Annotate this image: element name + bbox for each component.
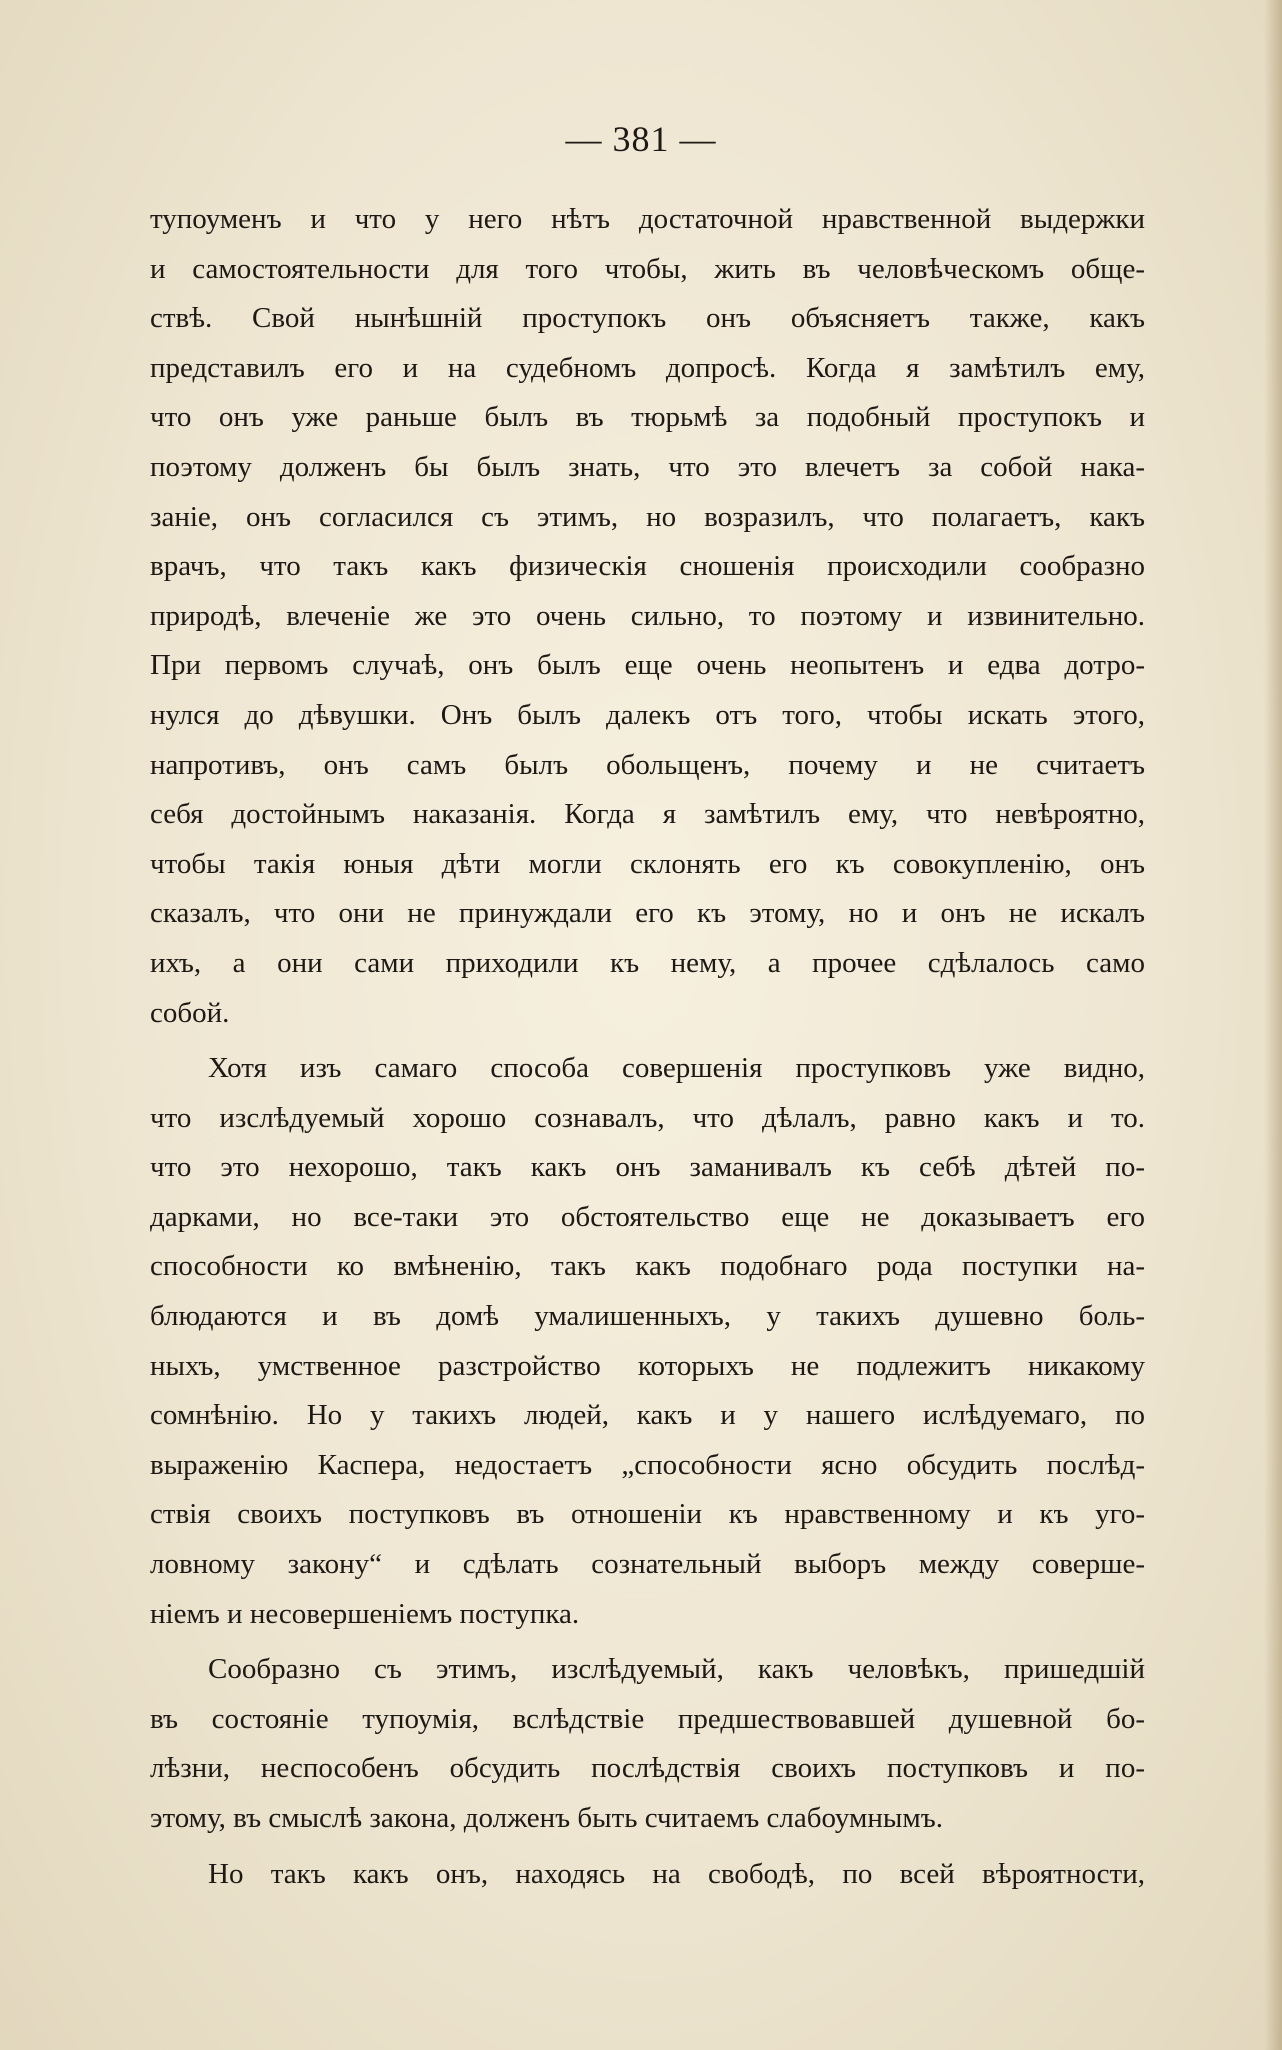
- text-line: тупоуменъ и что у него нѣтъ достаточной нравственной выдержки: [150, 203, 1145, 235]
- page-number: — 381 —: [565, 119, 717, 159]
- text-line: поэтому долженъ бы былъ знать, что это влечетъ за собой нака-: [150, 450, 1145, 483]
- text-line: Хотя изъ самаго способа совершенія проступковъ уже видно,: [208, 1052, 1145, 1085]
- paragraph: [150, 195, 1145, 1038]
- text-line: въ состояніе тупоумія, вслѣдствіе предшествовавшей душевной бо-: [150, 1702, 1145, 1735]
- text-line: сказалъ, что они не принуждали его къ этому, но и онъ не искалъ: [150, 897, 1145, 930]
- text-line: чтобы такія юныя дѣти могли склонять его къ совокупленію, онъ: [150, 847, 1145, 880]
- paragraph: [150, 1850, 1145, 1900]
- text-line: ныхъ, умственное разстройство которыхъ не подлежитъ никакому: [150, 1349, 1145, 1382]
- text-line: ніемъ и несовершеніемъ поступка.: [150, 1597, 580, 1630]
- paragraph: [150, 1645, 1145, 1843]
- text-line: врачъ, что такъ какъ физическія сношенія происходили сообразно: [150, 550, 1145, 583]
- text-line: и самостоятельности для того чтобы, жить въ человѣческомъ обще-: [150, 252, 1145, 285]
- text-line: способности ко вмѣненію, такъ какъ подобнаго рода поступки на-: [150, 1250, 1145, 1283]
- text-line: собой.: [150, 996, 230, 1029]
- body-text: [150, 195, 1145, 1899]
- page-edge-shadow: [1264, 0, 1282, 2050]
- text-line: что онъ уже раньше былъ въ тюрьмѣ за подобный проступокъ и: [150, 401, 1145, 434]
- text-line: ловному закону“ и сдѣлать сознательный выборъ между соверше-: [150, 1548, 1145, 1581]
- text-line: дарками, но все-таки это обстоятельство еще не доказываетъ его: [150, 1200, 1145, 1233]
- text-line: природѣ, влеченіе же это очень сильно, то поэтому и извинительно.: [150, 599, 1145, 632]
- text-line: что это нехорошо, такъ какъ онъ заманивалъ къ себѣ дѣтей по-: [150, 1151, 1145, 1184]
- text-line: Сообразно съ этимъ, изслѣдуемый, какъ человѣкъ, пришедшій: [208, 1653, 1145, 1686]
- text-line: заніе, онъ согласился съ этимъ, но возразилъ, что полагаетъ, какъ: [150, 500, 1145, 533]
- text-line: себя достойнымъ наказанія. Когда я замѣтилъ ему, что невѣроятно,: [150, 798, 1145, 831]
- text-line: что изслѣдуемый хорошо сознавалъ, что дѣлалъ, равно какъ и то.: [150, 1101, 1145, 1134]
- paragraph: [150, 1044, 1145, 1639]
- text-line: напротивъ, онъ самъ былъ обольщенъ, почему и не считаетъ: [150, 748, 1145, 781]
- text-line: сомнѣнію. Но у такихъ людей, какъ и у нашего ислѣдуемаго, по: [150, 1399, 1145, 1432]
- text-line: этому, въ смыслѣ закона, долженъ быть считаемъ слабоумнымъ.: [150, 1802, 943, 1834]
- text-line: ствѣ. Свой нынѣшній проступокъ онъ объясняетъ также, какъ: [150, 302, 1145, 335]
- text-line: нулся до дѣвушки. Онъ былъ далекъ отъ того, чтобы искать этого,: [150, 698, 1145, 731]
- text-line: При первомъ случаѣ, онъ былъ еще очень неопытенъ и едва дотро-: [150, 649, 1145, 682]
- text-line: ствія своихъ поступковъ въ отношеніи къ нравственному и къ уго-: [150, 1498, 1145, 1531]
- text-line: Но такъ какъ онъ, находясь на свободѣ, по всей вѣроятности,: [208, 1857, 1145, 1890]
- text-line: представилъ его и на судебномъ допросѣ. Когда я замѣтилъ ему,: [150, 351, 1145, 384]
- text-line: выраженію Каспера, недостаетъ „способности ясно обсудить послѣд-: [150, 1448, 1145, 1481]
- text-line: ихъ, а они сами приходили къ нему, а прочее сдѣлалось само: [150, 946, 1145, 979]
- text-line: лѣзни, неспособенъ обсудить послѣдствія своихъ поступковъ и по-: [150, 1752, 1145, 1785]
- text-line: блюдаются и въ домѣ умалишенныхъ, у такихъ душевно боль-: [150, 1300, 1145, 1333]
